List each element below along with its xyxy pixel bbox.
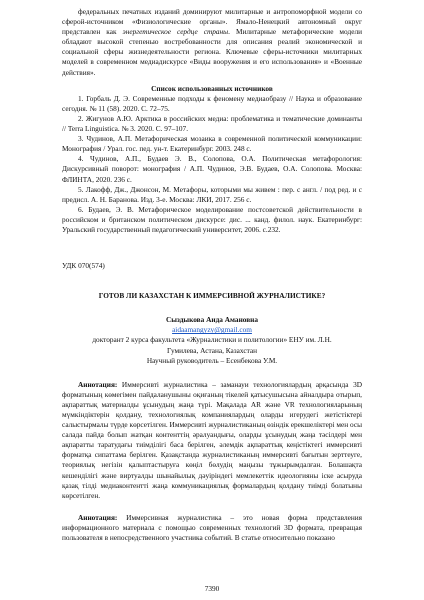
udk-code: УДК 070(574) (62, 261, 105, 271)
author-name: Сыздыкова Аида Амановна (165, 315, 259, 325)
intro-paragraph (62, 7, 362, 78)
intro-italic: энергетическое сердце страны (122, 27, 229, 37)
reference-item: 4. Чудинов, А.П., Будаев Э. В., Солопова, О.А. Политическая метафорология: Дискурсивный поворот: монография / А.П. Чудинов, Э.В. Будаев, О.А. Солопова. Москва: ФЛИНТА, 2020. 236 с. (62, 154, 362, 184)
page-number: 7390 (204, 583, 220, 593)
supervisor: Научный руководитель – Есенбекова У.М. (146, 355, 278, 365)
author-block (62, 315, 362, 365)
intro-text-1: федеральных печатных изданий доминируют милитарные и антропоморфной модели со сферой-источником «Физиологические органы». Ямало-Ненецкий автономный округ представлен как (62, 7, 362, 37)
abstract-label: Аннотация: (78, 379, 118, 389)
reference-item: 3. Чудинов, А.П. Метафорическая мозаика в современной политической коммуникации: Монография / Урал. гос. пед. ун-т. Екатеринбург. 2003. 248 с. (62, 134, 362, 154)
abstract-text: Иммерсивті журналистика – заманауи технологиялардың арқасында 3D форматының көмегімен пайдаланушыны оқиғаның тікелей қатысушысына айналдыра отырып, ақпараттық материалды ұсынудың жаңа түрі. Мақалада AR және VR технологияларының мүмкіндіктерін қолдану, технологиялық компаниялардың оларды игерудегі жетістіктері салыстырмалы түрде көрсетілген. Иммерсивті журналистиканың өзіндік ерекшеліктері мен осы салада пайда болып жатқан контенттің әралуандығы, оларды ұсынудың жаңа тәсілдері мен ақпаратты таратудағы тиімділігі баса берілген, әлемдік ақпараттық кеңістіктегі иммерсивті форматқа сипаттама берілген. Қазақстанда журналистиканың иммерсивті бағытын зерттеуге, теориялық негізін қалыптастыруға көңіл бөлудің маңызы тұжырымдалған. Болашақта кешенділігі және виртуалды шынайылық дәуіріндегі мемлекеттік идеологияны іске асыруда қазақ тілді медиаконтентті жаңа коммуникациялық формалардың қолдану тиімді болатыны көрсетілген. (62, 379, 362, 500)
references-title: Список использованных источников (151, 83, 273, 93)
abstract-russian (62, 513, 362, 543)
reference-item: 5. Лакофф, Дж., Джонсон, М. Метафоры, которыми мы живем : пер. с англ. / под ред. и с предисл. А. Н. Баранова. Изд. 3-е. Москва: ЛКИ, 2017. 256 с. (62, 184, 362, 204)
intro-text-2: . Милитарные метафорические модели обладают высокой степенью востребованности для описания реалий экономической и социальной сферы жизнедеятельности региона. Ключевые сферы-источники милитарных моделей в современном медиадискурсе «Виды вооружения и его использования» и «Военные действия». (62, 27, 362, 77)
abstract-kazakh (62, 380, 362, 501)
reference-item: 1. Горбаль Д. Э. Современные подходы к феномену медиаобразу // Наука и образование сегодня. № 11 (58). 2020. С. 72–75. (62, 93, 362, 113)
article-title: ГОТОВ ЛИ КАЗАХСТАН К ИММЕРСИВНОЙ ЖУРНАЛИСТИКЕ? (98, 291, 326, 301)
abstract-label: Аннотация: (78, 512, 118, 522)
references-list (62, 94, 362, 235)
reference-item: 2. Жигунов А.Ю. Арктика в российских медиа: проблематика и тематические доминанты // Terra Linguistica. № 3. 2020. С. 97–107. (62, 113, 362, 134)
author-affiliation-2: Гумилева, Астана, Казахстан (167, 345, 257, 355)
author-affiliation-1: докторант 2 курса факультета «Журналистики и политологии» ЕНУ им. Л.Н. (92, 335, 332, 345)
author-email-link[interactable]: aidaamangyzy@gmail.com (172, 325, 252, 335)
reference-item: 6. Будаев, Э. В. Метафорическое моделирование постсоветской действительности в российском и британском политическом дискурсе: дис. ... канд. филол. наук. Екатеринбург: Уральский государственный педагогический университет, 2006. с.232. (62, 204, 362, 234)
abstract-text: Иммерсивная журналистика – это новая форма представления информационного материала с помощью современных технологий 3D формата, превращая пользователя в непосредственного участника событий. В статье относительно показано (62, 512, 362, 543)
